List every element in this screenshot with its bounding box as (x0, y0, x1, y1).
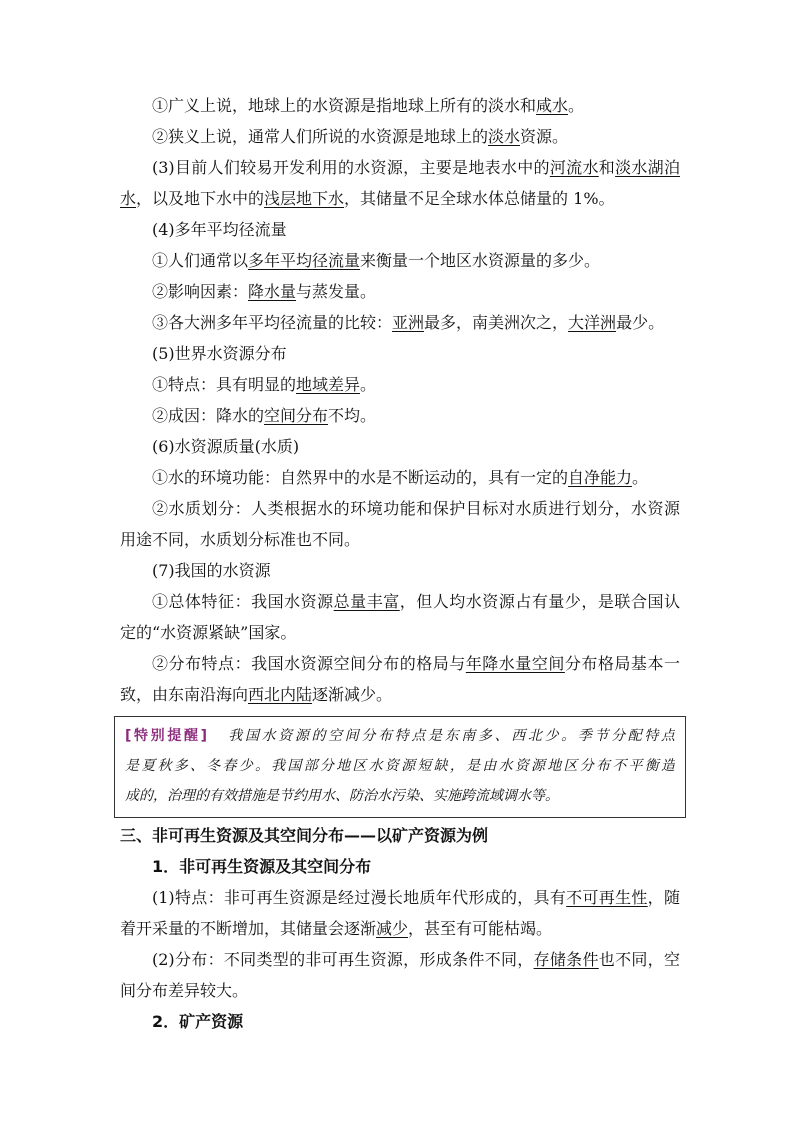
text-segment: 和 (598, 158, 616, 177)
text-segment: (1)特点：非可再生资源是经过漫长地质年代形成的，具有 (152, 888, 567, 907)
text-segment: 定的“水资源紧缺”国家。 (120, 623, 297, 642)
underlined-keyword: 大洋洲 (568, 313, 617, 332)
document-page (120, 90, 680, 1037)
text-segment: 2．矿产资源 (152, 1012, 244, 1031)
text-segment: ②分布特点：我国水资源空间分布的格局与 (152, 654, 466, 673)
text-line (120, 400, 680, 431)
underlined-keyword: 淡水 (488, 127, 521, 146)
text-segment: 。 (632, 468, 649, 487)
text-segment: 也不同，空 (598, 950, 680, 969)
underlined-keyword: 淡水湖泊 (615, 158, 680, 177)
underlined-keyword: 多年平均径流量 (248, 251, 361, 270)
text-line (120, 617, 680, 648)
text-line (120, 851, 680, 882)
text-segment: (6)水资源质量(水质) (152, 437, 300, 456)
text-segment: 逐渐减少。 (312, 685, 393, 704)
text-line (120, 121, 680, 152)
text-line (120, 882, 680, 913)
text-segment: ①水的环境功能：自然界中的水是不断运动的，具有一定的 (152, 468, 569, 487)
text-segment: (7)我国的水资源 (152, 561, 271, 580)
text-segment: ③各大洲多年平均径流量的比较： (152, 313, 393, 332)
underlined-keyword: 水 (120, 189, 137, 208)
text-line (120, 307, 680, 338)
text-segment: 1．非可再生资源及其空间分布 (152, 857, 372, 876)
underlined-keyword: 存储条件 (533, 950, 599, 969)
text-line (120, 276, 680, 307)
text-line (120, 975, 680, 1006)
text-line (120, 338, 680, 369)
text-segment: 最多，南美洲次之， (424, 313, 569, 332)
text-line (120, 493, 680, 524)
underlined-keyword: 空间分布 (264, 406, 329, 425)
reminder-line-2: 是夏秋多、冬春少。我国部分地区水资源短缺，是由水资源地区分布不平衡造 (125, 758, 675, 774)
text-segment: ②影响因素： (152, 282, 249, 301)
text-segment: (5)世界水资源分布 (152, 344, 287, 363)
text-segment: ①总体特征：我国水资源 (152, 592, 334, 611)
text-segment: ②成因：降水的 (152, 406, 265, 425)
text-segment: 来衡量一个地区水资源量的多少。 (360, 251, 601, 270)
text-segment: 间分布差异较大。 (120, 981, 249, 1000)
text-line (120, 245, 680, 276)
text-segment: 着开采量的不断增加，其储量会逐渐 (120, 919, 377, 938)
reminder-line-3: 成的，治理的有效措施是节约用水、防治水污染、实施跨流域调水等。 (125, 788, 559, 804)
underlined-keyword: 减少 (376, 919, 409, 938)
text-line (120, 214, 680, 245)
nonrenewable-resources-section (120, 820, 680, 1037)
text-line (120, 152, 680, 183)
text-segment: 与蒸发量。 (296, 282, 377, 301)
text-segment: (2)分布：不同类型的非可再生资源，形成条件不同， (152, 950, 534, 969)
text-segment: 致，由东南沿海向 (120, 685, 249, 704)
text-segment: (4)多年平均径流量 (152, 220, 287, 239)
special-reminder-box (114, 716, 686, 818)
text-line (120, 555, 680, 586)
text-line (120, 944, 680, 975)
text-line (120, 369, 680, 400)
text-line (120, 183, 680, 214)
text-line (120, 90, 680, 121)
text-segment: 资源。 (520, 127, 569, 146)
text-segment: ，但人均水资源占有量少，是联合国认 (399, 592, 680, 611)
underlined-keyword: 年降水量空间 (465, 654, 565, 673)
text-segment: ，其储量不足全球水体总储量的 1%。 (344, 189, 615, 208)
underlined-keyword: 不可再生性 (566, 888, 648, 907)
text-segment: ②水质划分：人类根据水的环境功能和保护目标对水质进行划分，水资源 (152, 499, 680, 518)
underlined-keyword: 总量丰富 (333, 592, 400, 611)
text-segment: 不均。 (328, 406, 377, 425)
text-segment: ①特点：具有明显的 (152, 375, 297, 394)
text-line (120, 1006, 680, 1037)
underlined-keyword: 降水量 (248, 282, 297, 301)
water-resources-section (120, 90, 680, 710)
text-segment: (3)目前人们较易开发利用的水资源，主要是地表水中的 (152, 158, 550, 177)
text-line (120, 648, 680, 679)
text-line (120, 462, 680, 493)
text-segment: 最少。 (616, 313, 665, 332)
text-line (120, 586, 680, 617)
text-segment: ①广义上说，地球上的水资源是指地球上所有的淡水和 (152, 96, 537, 115)
text-line (120, 913, 680, 944)
underlined-keyword: 地域差异 (296, 375, 361, 394)
text-segment: ①人们通常以 (152, 251, 249, 270)
text-segment: ，随 (647, 888, 680, 907)
text-segment: 分布格局基本一 (564, 654, 680, 673)
text-segment: 。 (360, 375, 377, 394)
underlined-keyword: 浅层地下水 (264, 189, 345, 208)
text-segment: 三、非可再生资源及其空间分布——以矿产资源为例 (120, 826, 489, 845)
text-segment: ②狭义上说，通常人们所说的水资源是地球上的 (152, 127, 489, 146)
text-line (120, 679, 680, 710)
underlined-keyword: 自净能力 (568, 468, 633, 487)
reminder-line-1: [特别提醒] 我国水资源的空间分布特点是东南多、西北少。季节分配特点 (125, 728, 675, 744)
underlined-keyword: 咸水 (536, 96, 569, 115)
text-segment: 。 (568, 96, 585, 115)
underlined-keyword: 河流水 (549, 158, 599, 177)
reminder-tag: [特别提醒] (125, 728, 208, 744)
underlined-keyword: 亚洲 (392, 313, 425, 332)
underlined-keyword: 西北内陆 (248, 685, 313, 704)
text-segment: ，甚至有可能枯竭。 (408, 919, 553, 938)
text-line (120, 820, 680, 851)
text-segment: ，以及地下水中的 (136, 189, 265, 208)
text-line (120, 524, 680, 555)
text-line (120, 431, 680, 462)
text-segment: 用途不同，水质划分标准也不同。 (120, 530, 361, 549)
